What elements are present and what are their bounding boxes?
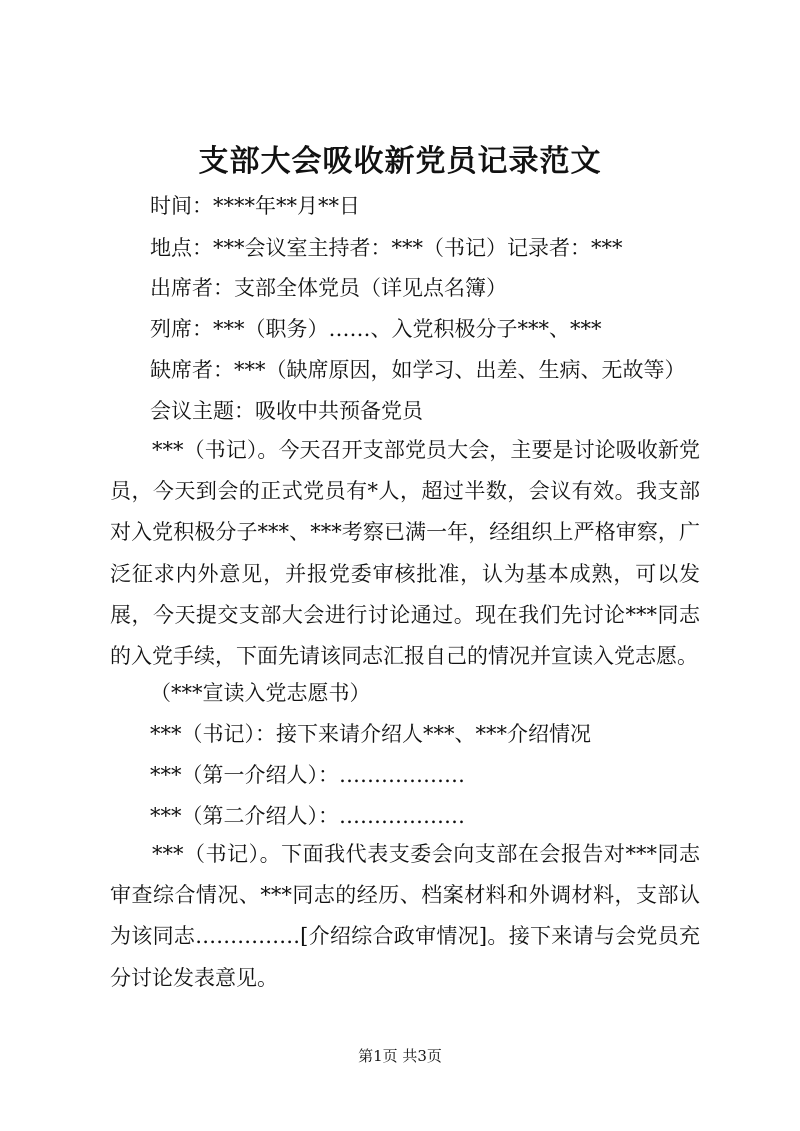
secretary-opening-paragraph: ***（书记）。今天召开支部党员大会，主要是讨论吸收新党员，今天到会的正式党员有*人，超过半数，会议有效。我支部对入党积极分子***、***考察已满一年，经组织上严格审察，广泛征求内外意见，并报党委审核批准，认为基本成熟，可以发展，今天提交支部大会进行讨论通过。现在我们先讨论***同志的入党手续，下面先请该同志汇报自己的情况并宣读入党志愿。	[110, 438, 700, 669]
review-report-paragraph: ***（书记）。下面我代表支委会向支部在会报告对***同志审查综合情况、***同志的经历、档案材料和外调材料，支部认为该同志……………[介绍综合政审情况]。接下来请与会党员充分讨论发表意见。	[110, 842, 700, 990]
attendees-line: 出席者：支部全体党员（详见点名簿）	[150, 276, 507, 300]
page-footer: 第1页 共3页	[358, 1047, 442, 1065]
meeting-time-line: 时间：****年**月**日	[150, 194, 360, 218]
observers-line: 列席：***（职务）……、入党积极分子***、***	[150, 317, 602, 341]
meeting-topic-line: 会议主题：吸收中共预备党员	[150, 399, 423, 423]
first-introducer-line: ***（第一介绍人）：………………	[150, 763, 465, 787]
document-title: 支部大会吸收新党员记录范文	[198, 144, 602, 179]
meeting-location-line: 地点：***会议室主持者：***（书记）记录者：***	[150, 236, 623, 260]
application-reading-line: （***宣读入党志愿书）	[150, 681, 371, 705]
introducers-line: ***（书记）：接下来请介绍人***、***介绍情况	[150, 722, 591, 746]
absentees-line: 缺席者：***（缺席原因，如学习、出差、生病、无故等）	[150, 358, 686, 382]
second-introducer-line: ***（第二介绍人）：………………	[150, 804, 465, 828]
